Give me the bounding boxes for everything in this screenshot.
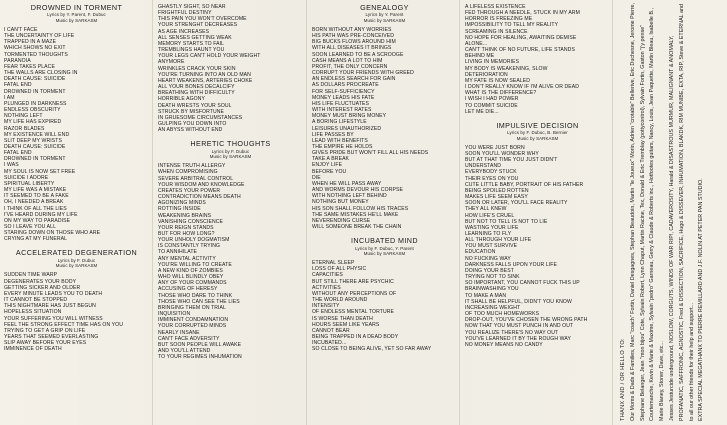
lyric-line: CREATES YOUR POWER [158, 187, 221, 194]
lyric-line: TREMBLINGS HAUNT YOU [158, 47, 225, 54]
lyric-line: UNDERSTAND [465, 163, 501, 170]
lyric-line: SLIT DEEP MY WRISTS [4, 137, 62, 144]
lyric-line: ON MY WAY TO PARADISE [4, 217, 71, 224]
lyric-line: HOURS SEEM LIKE YEARS [312, 321, 380, 328]
lyric-line: GHASTLY SIGHT, SO NEAR [158, 4, 226, 10]
lyric-line: SO IMPORTANT, YOU CANNOT FUCK THIS UP [465, 280, 580, 287]
song-title: GENEALOGY [360, 3, 409, 12]
lyric-line: THOSE WHO DARE TO THINK [158, 292, 233, 299]
lyric-line: A LIFELESS EXISTENCE [465, 4, 526, 10]
song-title: HERETIC THOUGHTS [190, 139, 271, 149]
lyric-line: THEY ALL KNEW [465, 206, 507, 213]
lyric-line: IS WORSE THAN DEATH [312, 315, 373, 322]
lyric-line: INCREASING WEIGHT [465, 304, 521, 311]
lyric-line: TO ANNIHILATE [158, 249, 198, 256]
lyric-line: I THINK OF ALL THE LIES [4, 205, 67, 212]
lyric-line: HORROR IS FREEZING ME [465, 16, 533, 23]
lyric-line: BUT STILL THERE ARE PSYCHIC [312, 278, 394, 285]
lyric-line: SOON LEARNED TO BE A SCROOGE [312, 51, 404, 58]
lyric-line: FED THROUGH A NEEDLE, STUCK IN MY ARM [465, 10, 581, 17]
lyric-line: BRINGING THEM ON TRIAL [158, 304, 226, 311]
lyric-line: WHEN COMPROMISING [158, 169, 218, 176]
lyric-line: WITH NOTHING LEFT BEHIND [312, 193, 387, 200]
lyric-line: BEING TRAPPED IN A DEAD BODY [312, 334, 399, 341]
lyric-line: TO YOUR REGIMES INHUMATION [158, 354, 242, 361]
lyric-line: CONTRADICTION MEANS DEATH [158, 194, 241, 201]
lyric-line: AS AGE INCREASES [158, 28, 210, 35]
song-credit: Music by SARKASM [55, 263, 98, 269]
lyric-line: ENDLESS OBSCURITY [4, 107, 61, 114]
song-block [158, 140, 303, 360]
lyric-line: IT SHALL BE HELPFUL, DIDN'T YOU KNOW [465, 298, 572, 305]
lyric-line: LIVING IN MEMORIES [465, 59, 520, 66]
fold-line [459, 0, 460, 425]
lyric-line: EVERYBODY STUCK [465, 169, 517, 176]
lyric-line: SO I LEAVE YOU ALL [4, 224, 57, 230]
lyric-line: GIVES PRIDE BUT WON'T FILL ALL HIS NEEDS [312, 150, 429, 157]
lyric-line: CAN'T THINK OF NO FUTURE, LIFE STANDS [465, 47, 575, 54]
lyric-line: MY SOUL IS NOW SET FREE [4, 168, 76, 175]
lyric-line: EDUCATION [465, 249, 496, 256]
lyric-line: THEIR EYES ON YOU [465, 175, 519, 182]
lyric-line: DEATH CAUSE: SUICIDE [4, 76, 66, 83]
lyric-line: DEATH WRESTS YOUR SOUL [158, 102, 232, 109]
lyric-line: AGONIZING MINDS [158, 200, 206, 207]
lyric-line: WHEN HE WILL PASS AWAY [312, 180, 382, 187]
lyric-line: SLIP AWAY BEFORE YOUR EYES [4, 340, 87, 347]
lyric-line: YEARS THAT SEEMED EVERLASTING [4, 334, 99, 341]
lyric-line: ENJOY LIFE [312, 162, 343, 169]
lyric-line: SUDDEN TIME WARP [4, 272, 58, 279]
lyric-line: NOTHING LEFT [4, 113, 43, 120]
lyric-line: DROWNED IN TORMENT [4, 156, 66, 163]
lyric-line: LOSS OF ALL PHYSIC [312, 266, 367, 273]
lyric-line: ALONE... [465, 40, 488, 47]
lyrics-column-3 [312, 4, 457, 360]
lyric-line: NEARLY INSANE [158, 329, 200, 336]
lyric-line: IT SEEMED TO BE A FAKE [4, 193, 69, 200]
lyric-line: YOUR UNHOLY DOGMATISM [158, 237, 230, 244]
lyric-line: CANNOT BEAR [312, 327, 350, 334]
lyric-line: FATAL END [4, 150, 32, 157]
lyric-line: BEING SPOILED ROTTEN [465, 187, 529, 194]
lyric-line: BIG BUCKS FLOWS AROUND HIM [312, 39, 396, 46]
lyric-line: ALL SENSES GETTING WEAK [158, 34, 232, 41]
lyric-line: HOPELESS SITUATION [4, 309, 62, 316]
lyric-line: CASH MEANS A LOT TO HIM [312, 57, 383, 64]
lyric-line: SEVERE ARBITRAL CONTROL [158, 175, 234, 182]
lyric-line: WHICH SHOWS NO EXIT [4, 45, 66, 52]
lyric-line: I WISH I HAD POWER [465, 96, 519, 103]
lyric-line: ROTTING INSIDE [158, 206, 201, 213]
lyric-line: SO CLOSE TO BEING ALIVE, YET SO FAR AWAY [312, 346, 432, 353]
song-credit: Music by SARKASM [55, 17, 98, 23]
lyric-line: BEFORE YOU [312, 168, 347, 175]
lyric-line: TO MAKE A MAN [465, 292, 507, 299]
song-block [4, 249, 149, 352]
lyric-line: BEHIND ME [465, 53, 495, 60]
lyric-line: HIS SON SHALL FOLLOW HIS TRACES [312, 205, 409, 212]
thanks-extra: EXTRA SPECIAL MEGATHANX TO PIERRE REMILLARD AND J.F. NOLIN AT PETER PAN STUDIO. [698, 178, 705, 421]
lyric-line: INTENSITY [312, 303, 340, 310]
lyric-line: INCUBATED... [312, 340, 347, 347]
lyric-line: DEATH CAUSE: SUICIDE [4, 143, 66, 150]
lyric-line: YOUR CORRUPTED MINDS [158, 323, 227, 330]
lyric-line: PLUNGED IN DARKNESS [4, 100, 67, 107]
lyric-line: AN ABYSS WITHOUT END [158, 127, 223, 134]
thanks-panel [617, 0, 727, 425]
lyric-line: HIS LIFE FLUCTUATES [312, 100, 369, 107]
lyric-line: I CAN'T FACE [4, 27, 38, 33]
lyric-line: CUTE LITTLE BABY, PORTRAIT OF HIS FATHER [465, 181, 584, 188]
lyric-line: SCREAMING IN SILENCE [465, 28, 528, 35]
lyric-line: DOING YOUR BEST [465, 267, 514, 274]
song-credit: Lyrics by F. Dubuc, B. Bernier [507, 130, 568, 136]
lyric-line: I'VE HEARD DURING MY LIFE [4, 211, 78, 218]
lyric-line: PROFIT, THE ONLY CONCERN [312, 63, 388, 70]
lyric-line: DARKNESS FALLS UPON YOUR LIFE [465, 261, 557, 268]
lyric-line: NO MONEY MEANS NO CANDY [465, 341, 543, 348]
lyric-line: FOR SELF-SUFFICIENCY [312, 88, 375, 95]
lyric-line: MY LIFE HAS EXPIRED [4, 119, 62, 126]
lyric-line: THIS NIGHTMARE HAS JUST BEGUN [4, 303, 96, 310]
lyric-line: YOU MUST SURVIVE [465, 243, 518, 250]
lyric-line: LEARNING TO FLY [465, 231, 512, 237]
lyric-line: HORRIBLE AGONY [158, 96, 205, 103]
lyric-line: MONEY LEADS HIS FATE [312, 94, 375, 101]
lyric-line: WHO WILL BLINDLY OBEY [158, 274, 224, 281]
lyric-line: IMMINENCE OF DEATH [4, 346, 62, 353]
lyric-line: BREATHING WITH DIFFICULTY [158, 90, 235, 97]
lyric-line: NEVERENDING CURSE [312, 217, 371, 224]
lyric-line: THE UNCERTAINTY OF LIFE [4, 33, 75, 40]
lyric-line: DEGENERATES YOUR BODY [4, 278, 77, 285]
lyric-line: WITH INTEREST RATES [312, 107, 372, 114]
lyric-line: YOUR STRENGHT DECREASES [158, 22, 238, 29]
song-credit: Lyrics by F. Dubuc, Y. Parent [355, 245, 414, 251]
lyric-line: TRYING NOT TO SINK [465, 274, 520, 281]
lyric-line: LIFE PASSES BY [312, 131, 354, 138]
lyric-line: IN GRUESOME CIRCUMSTANCES [158, 114, 243, 121]
lyric-line: INTENSE TRUTH ALLERGY [158, 163, 226, 170]
lyric-line: AS DOLLARS PROCREATE [312, 82, 379, 89]
lyric-line: GETTING SICKER AND OLDER [4, 284, 81, 291]
lyric-line: YOUR LEGS CAN'T HOLD YOUR WEIGHT [158, 53, 261, 60]
fold-line [612, 0, 613, 425]
lyric-line: LET ME DIE... [465, 108, 499, 115]
lyric-line: YOU'VE LEARNED IT BY THE ROUGH WAY [465, 335, 571, 342]
song-block [465, 4, 610, 115]
lyric-line: ALL THROUGH YOUR LIFE [465, 237, 532, 244]
song-title: INCUBATED MIND [351, 236, 418, 246]
lyric-line: OF ENDLESS MENTAL TORTURE [312, 309, 395, 316]
song-title: DROWNED IN TORMENT [30, 3, 123, 12]
lyric-line: THIS PAIN YOU WON'T OVERCOME [158, 16, 247, 23]
lyric-line: YOUR WISDOM AND KNOWLEDGE [158, 181, 245, 188]
lyric-line: DETERIORATION [465, 71, 508, 78]
lyric-line: STRUCK BY MISFORTUNE [158, 108, 225, 115]
song-title: ACCELERATED DEGENERATION [15, 248, 138, 258]
thanks-text [619, 1, 707, 421]
lyric-line: YOU REALIZE THERE'S NO WAY OUT [465, 329, 559, 336]
lyric-line: AND WORMS DEVOUR HIS CORPSE [312, 187, 403, 194]
lyric-line: YOU WERE JUST BORN [465, 144, 525, 151]
lyric-line: BUT AT THAT TIME YOU JUST DIDN'T [465, 157, 558, 164]
lyric-line: NO FUCKING WAY [465, 255, 511, 262]
song-block [4, 4, 149, 242]
lyric-line: I AM [4, 94, 15, 101]
lyric-line: THE WALLS ARE CLOSING IN [4, 70, 78, 77]
lyric-line: LEAD WITH BENEFITS [312, 137, 368, 144]
song-title: IMPULSIVE DECISION [496, 120, 579, 130]
lyric-line: BUT FOR HOW LONG? [158, 231, 215, 237]
lyric-line: WILL SOMEONE BREAK THE CHAIN [312, 224, 402, 230]
lyric-line: TORMENTED THOUGHTS [4, 51, 68, 58]
lyric-line: BUT SOON PEOPLE WILL AWAKE [158, 341, 242, 348]
lyric-line: THE EMPIRE HE HOLDS [312, 143, 373, 150]
lyric-line: HIS PATH WAS PRE-CONCEIVED [312, 33, 395, 40]
song-credit: Lyrics by F. Dubuc [211, 148, 250, 154]
lyric-line: DROWNED IN TORMENT [4, 88, 66, 95]
lyric-line: CAN'T FACE ADVERSITY [158, 335, 220, 342]
lyric-line: MY LIFE WAS A MISTAKE [4, 187, 67, 194]
lyric-line: THOSE WHO CAN SEE THE LIES [158, 298, 240, 305]
lyric-line: MY EXISTENCE WILL END [4, 131, 70, 138]
lyric-line: WRINKLES CRACK YOUR SKIN [158, 65, 236, 72]
lyric-line: FRIGHTFUL DESTINY [158, 10, 212, 17]
fold-line [152, 0, 153, 425]
song-block [312, 237, 457, 352]
lyric-line: ACTIVITIES [312, 284, 341, 291]
lyric-line: WASTING YOUR LIFE [465, 224, 519, 231]
lyric-line: MEMORY STARTS TO FAIL [158, 40, 225, 47]
lyric-line: CRYING AT MY FUNERAL [4, 236, 68, 243]
lyric-line: GULPING YOU DOWN INTO [158, 120, 227, 127]
lyric-line: BUT NOT TO TELL IS NOT TO LIE [465, 218, 548, 225]
lyric-line: LEISURES UNAUTHORIZED [312, 125, 382, 132]
song-credit: Lyrics by Y. Parent [365, 12, 404, 18]
lyric-line: TAKE A BREAK [312, 156, 350, 163]
thanks-heading: THANX AND / OR HELLO TO: [620, 338, 626, 421]
lyric-line: ETERNAL SLEEP [312, 260, 355, 267]
lyric-line: NO HOPE FOR HEALING, AWAITING DEMISE [465, 34, 577, 41]
lyric-line: SPIRITUAL LIBERTY [4, 180, 55, 187]
lyric-line: ACCUSING OF HERESY [158, 286, 218, 293]
lyric-line: ANY OF YOUR COMMANDS [158, 280, 227, 287]
lyric-line: INQUISITION [158, 311, 191, 318]
lyrics-column-1 [4, 4, 149, 360]
lyric-line: HEART WEAKENS, ARTERIES CHOKE [158, 77, 253, 84]
lyrics-column-4 [465, 4, 610, 355]
lyric-line: ALL YOUR BONES DECALCIFY [158, 84, 235, 91]
lyric-line: NOTHING BUT MONEY [312, 199, 369, 206]
lyric-line: TRYING TO GET A GRIP ON LIFE [4, 327, 86, 334]
lyric-line: PARANOIA [4, 57, 31, 64]
lyric-line: I DON'T REALLY KNOW IF I'M ALIVE OR DEAD [465, 84, 580, 91]
song-credit: Lyrics by Y. Parent, F. Dubuc [47, 12, 106, 18]
lyric-line: FEEL THE STRONG EFFECT TIME HAS ON YOU [4, 321, 123, 328]
lyric-line: HOW LIFE'S CRUEL [465, 212, 515, 219]
lyric-line: WITHOUT ANY PERCEPTIONS OF [312, 290, 397, 297]
fold-line [306, 0, 307, 425]
lyric-line: SOON YOU'LL WONDER WHY [465, 150, 539, 157]
lyric-line: YOU'RE TURNING INTO AN OLD MAN [158, 71, 251, 78]
lyric-line: DROP-OUT, YOU'VE CHOSEN THE WRONG PATH [465, 317, 588, 324]
lyric-line: SUICIDE I ADORE [4, 174, 49, 181]
lyric-line: AN ENDLESS SEARCH FOR GAIN [312, 76, 396, 83]
lyric-line: YOU'RE WILLING TO CREATE [158, 261, 232, 268]
lyric-line: BORN WITHOUT ANY WORRIES [312, 27, 392, 33]
lyric-line: FEAR TAKES PLACE [4, 63, 55, 70]
lyric-line: DIE [312, 174, 321, 181]
song-credit: Music by SARKASM [363, 17, 406, 23]
lyric-line: MAKES LIFE SEEM EASY [465, 194, 528, 201]
lyric-line: BRAINWASHING YOU [465, 286, 519, 293]
lyric-line: ANYMORE [158, 59, 185, 66]
lyric-line: IS CONSTANTLY TRYING [158, 243, 221, 250]
song-credit: Music by SARKASM [209, 153, 252, 159]
lyric-line: VANISHING CONSCIENCE [158, 218, 224, 225]
thanks-bands: Jesses Jesturcide underground, NOSLOW, CORGUTS, WINDS OF WAR RIP!, CADAVEROSITY, Harald & DISASTROUS MURMUR, MALIGNANT & ANOMALY, PROFANATIC, SAFFRONIC, AGNOSTIC, Fred & DISSECTION, SACRIFICE, Hugo & DISSEVER, INHUMATION, BLAKDK, RIM MUNIBE, EXTA, RIP, Steve & ETERNAL and to all our other friends for their help and support... [668, 4, 695, 421]
song-credit: Lyrics by F. Dubuc [57, 257, 96, 263]
lyric-line: NOW THAT YOU MUST PUNCH IN AND OUT [465, 323, 574, 330]
lyric-line: YOUR REIGN STANDS [158, 224, 214, 231]
lyric-line: AND YOU'LL ATTEND [158, 347, 211, 354]
song-block [158, 4, 303, 133]
lyric-line: EVERY MINUTE LEADS YOU TO DEATH [4, 290, 103, 297]
lyric-line: THE WORLD AROUND [312, 297, 368, 304]
lyric-line: MONEY MUST BRING MONEY [312, 113, 387, 120]
lyric-line: THE SAME MISTAKES HE'LL MAKE [312, 211, 399, 218]
lyric-line: MY FATE IS NOW SEALED [465, 77, 531, 84]
song-block [312, 4, 457, 230]
lyrics-column-2 [158, 4, 303, 367]
lyric-line: IMMINENT CONDAMNATION [158, 317, 229, 324]
lyric-line: FATAL END [4, 82, 32, 89]
lyric-line: A BORING LIFESTYLE [312, 119, 367, 126]
song-block [465, 122, 610, 348]
lyric-line: TRAPPED IN A MAZE [4, 39, 57, 46]
lyric-line: IMPOSSIBILITY TO TELL MY REALITY [465, 22, 559, 29]
lyric-line: ANY MENTAL ACTIVITY [158, 255, 216, 262]
lyric-line: I WAS [4, 162, 19, 169]
lyric-line: RAZOR BLADES [4, 125, 45, 132]
song-credit: Music by SARKASM [516, 135, 559, 141]
lyric-line: OH, I NEEDED A BREAK [4, 199, 64, 206]
lyric-line: WITH ALL DISEASES IT BRINGS [312, 45, 392, 52]
lyric-line: TO COMMIT SUICIDE [465, 102, 518, 109]
lyric-line: WEAKENING BRAINS [158, 212, 212, 219]
lyric-line: CORRUPT YOUR FRIENDS WITH GREED [312, 70, 414, 77]
lyric-line: STARING DOWN ON THOSE WHO ARE [4, 230, 101, 237]
lyric-line: YOUR SUFFERING YOU WILL WITNESS [4, 315, 103, 322]
lyric-line: CAPACITIES [312, 272, 343, 279]
song-credit: Music by SARKASM [363, 250, 406, 256]
lyric-line: A NEW KIND OF ZOMBIES [158, 267, 223, 274]
lyric-line: SOON OR LATER, YOU'LL FACE REALITY [465, 200, 568, 207]
lyric-line: IT CANNOT BE STOPPED [4, 297, 68, 304]
thanks-body: Our Moms & Dads & Families, Marc "coach" Fortin, Daniel Desgagnes, Stephan Beaudoin, Martin "le Joueux" Morin, Adrien "crotable" Bellerive, Eric Duchesne, Jerome Pierre, Stephane Belanger, Jean "mon bijou" Cote, Sylvain Robert, Lynn Chaput, Martin Racine, Tex, Donald & Eric Tremblay (pottycontrol), Sylvain Fortin, Gaston "j'y pense" Courtemanche, Kevin & Marie & Maxime, Sylvain "pedro" Garneau, Gerry & Claude & Roberts inc., Hotfootes guitars, Nancy, Louis, Jean Paquette, Martin Bleau, Isabelle B., Marie Blaney, Stoner, Dave, etc... [629, 2, 666, 421]
lyric-line: OF TOO MUCH HOMEWORKS [465, 311, 540, 318]
lyric-line: WHAT IS THE DIFFERENCE? [465, 90, 537, 97]
lyric-line: MY BODY IS WEAKENING, SLOW [465, 65, 548, 72]
